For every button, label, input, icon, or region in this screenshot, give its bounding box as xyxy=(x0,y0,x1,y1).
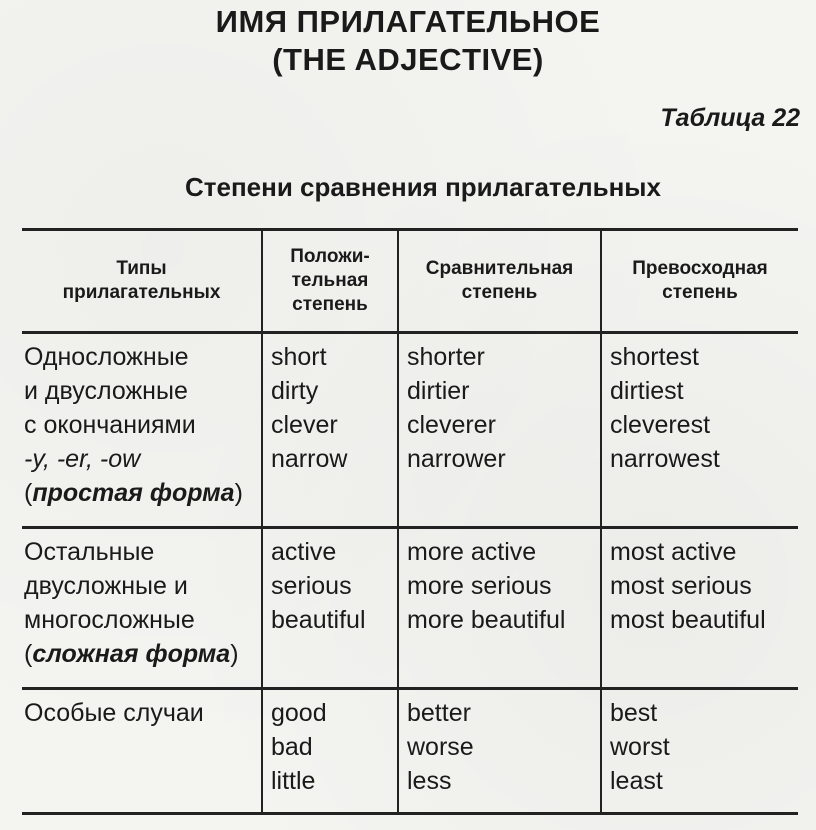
page-title-english: (THE ADJECTIVE) xyxy=(272,42,544,77)
page-title: ИМЯ ПРИЛАГАТЕЛЬНОЕ xyxy=(215,4,601,39)
table-row xyxy=(22,528,798,689)
table-number: Таблица 22 xyxy=(660,104,800,132)
cell-adjective-type: Особые случаи xyxy=(22,689,262,814)
cell-positive: good bad little xyxy=(262,689,398,814)
cell-comparative: better worse less xyxy=(398,689,601,814)
form-label: сложная форма xyxy=(32,640,231,668)
cell-positive: short dirty clever narrow xyxy=(262,333,398,528)
cell-positive: active serious beautiful xyxy=(262,528,398,689)
header-adjective-types: Типы прилагательных xyxy=(22,230,262,333)
table-row xyxy=(22,689,798,814)
cell-superlative: best worst least xyxy=(601,689,798,814)
cell-comparative: more active more serious more beautiful xyxy=(398,528,601,689)
cell-adjective-type: Односложные и двусложные с окончаниями -y, -er, -ow (простая форма) xyxy=(22,333,262,528)
cell-superlative: most active most serious most beautiful xyxy=(601,528,798,689)
header-superlative-degree: Превосходная степень xyxy=(601,230,798,333)
table-subtitle: Степени сравнения прилагательных xyxy=(185,172,661,202)
table-header-row xyxy=(22,230,798,333)
suffix-endings: -y, -er, -ow xyxy=(24,445,141,473)
header-comparative-degree: Сравнительная степень xyxy=(398,230,601,333)
cell-superlative: shortest dirtiest cleverest narrowest xyxy=(601,333,798,528)
header-positive-degree: Положи- тельная степень xyxy=(262,230,398,333)
cell-comparative: shorter dirtier cleverer narrower xyxy=(398,333,601,528)
table-row xyxy=(22,333,798,528)
comparison-table xyxy=(22,228,798,815)
cell-adjective-type: Остальные двусложные и многосложные (сложная форма) xyxy=(22,528,262,689)
form-label: простая форма xyxy=(32,479,235,507)
